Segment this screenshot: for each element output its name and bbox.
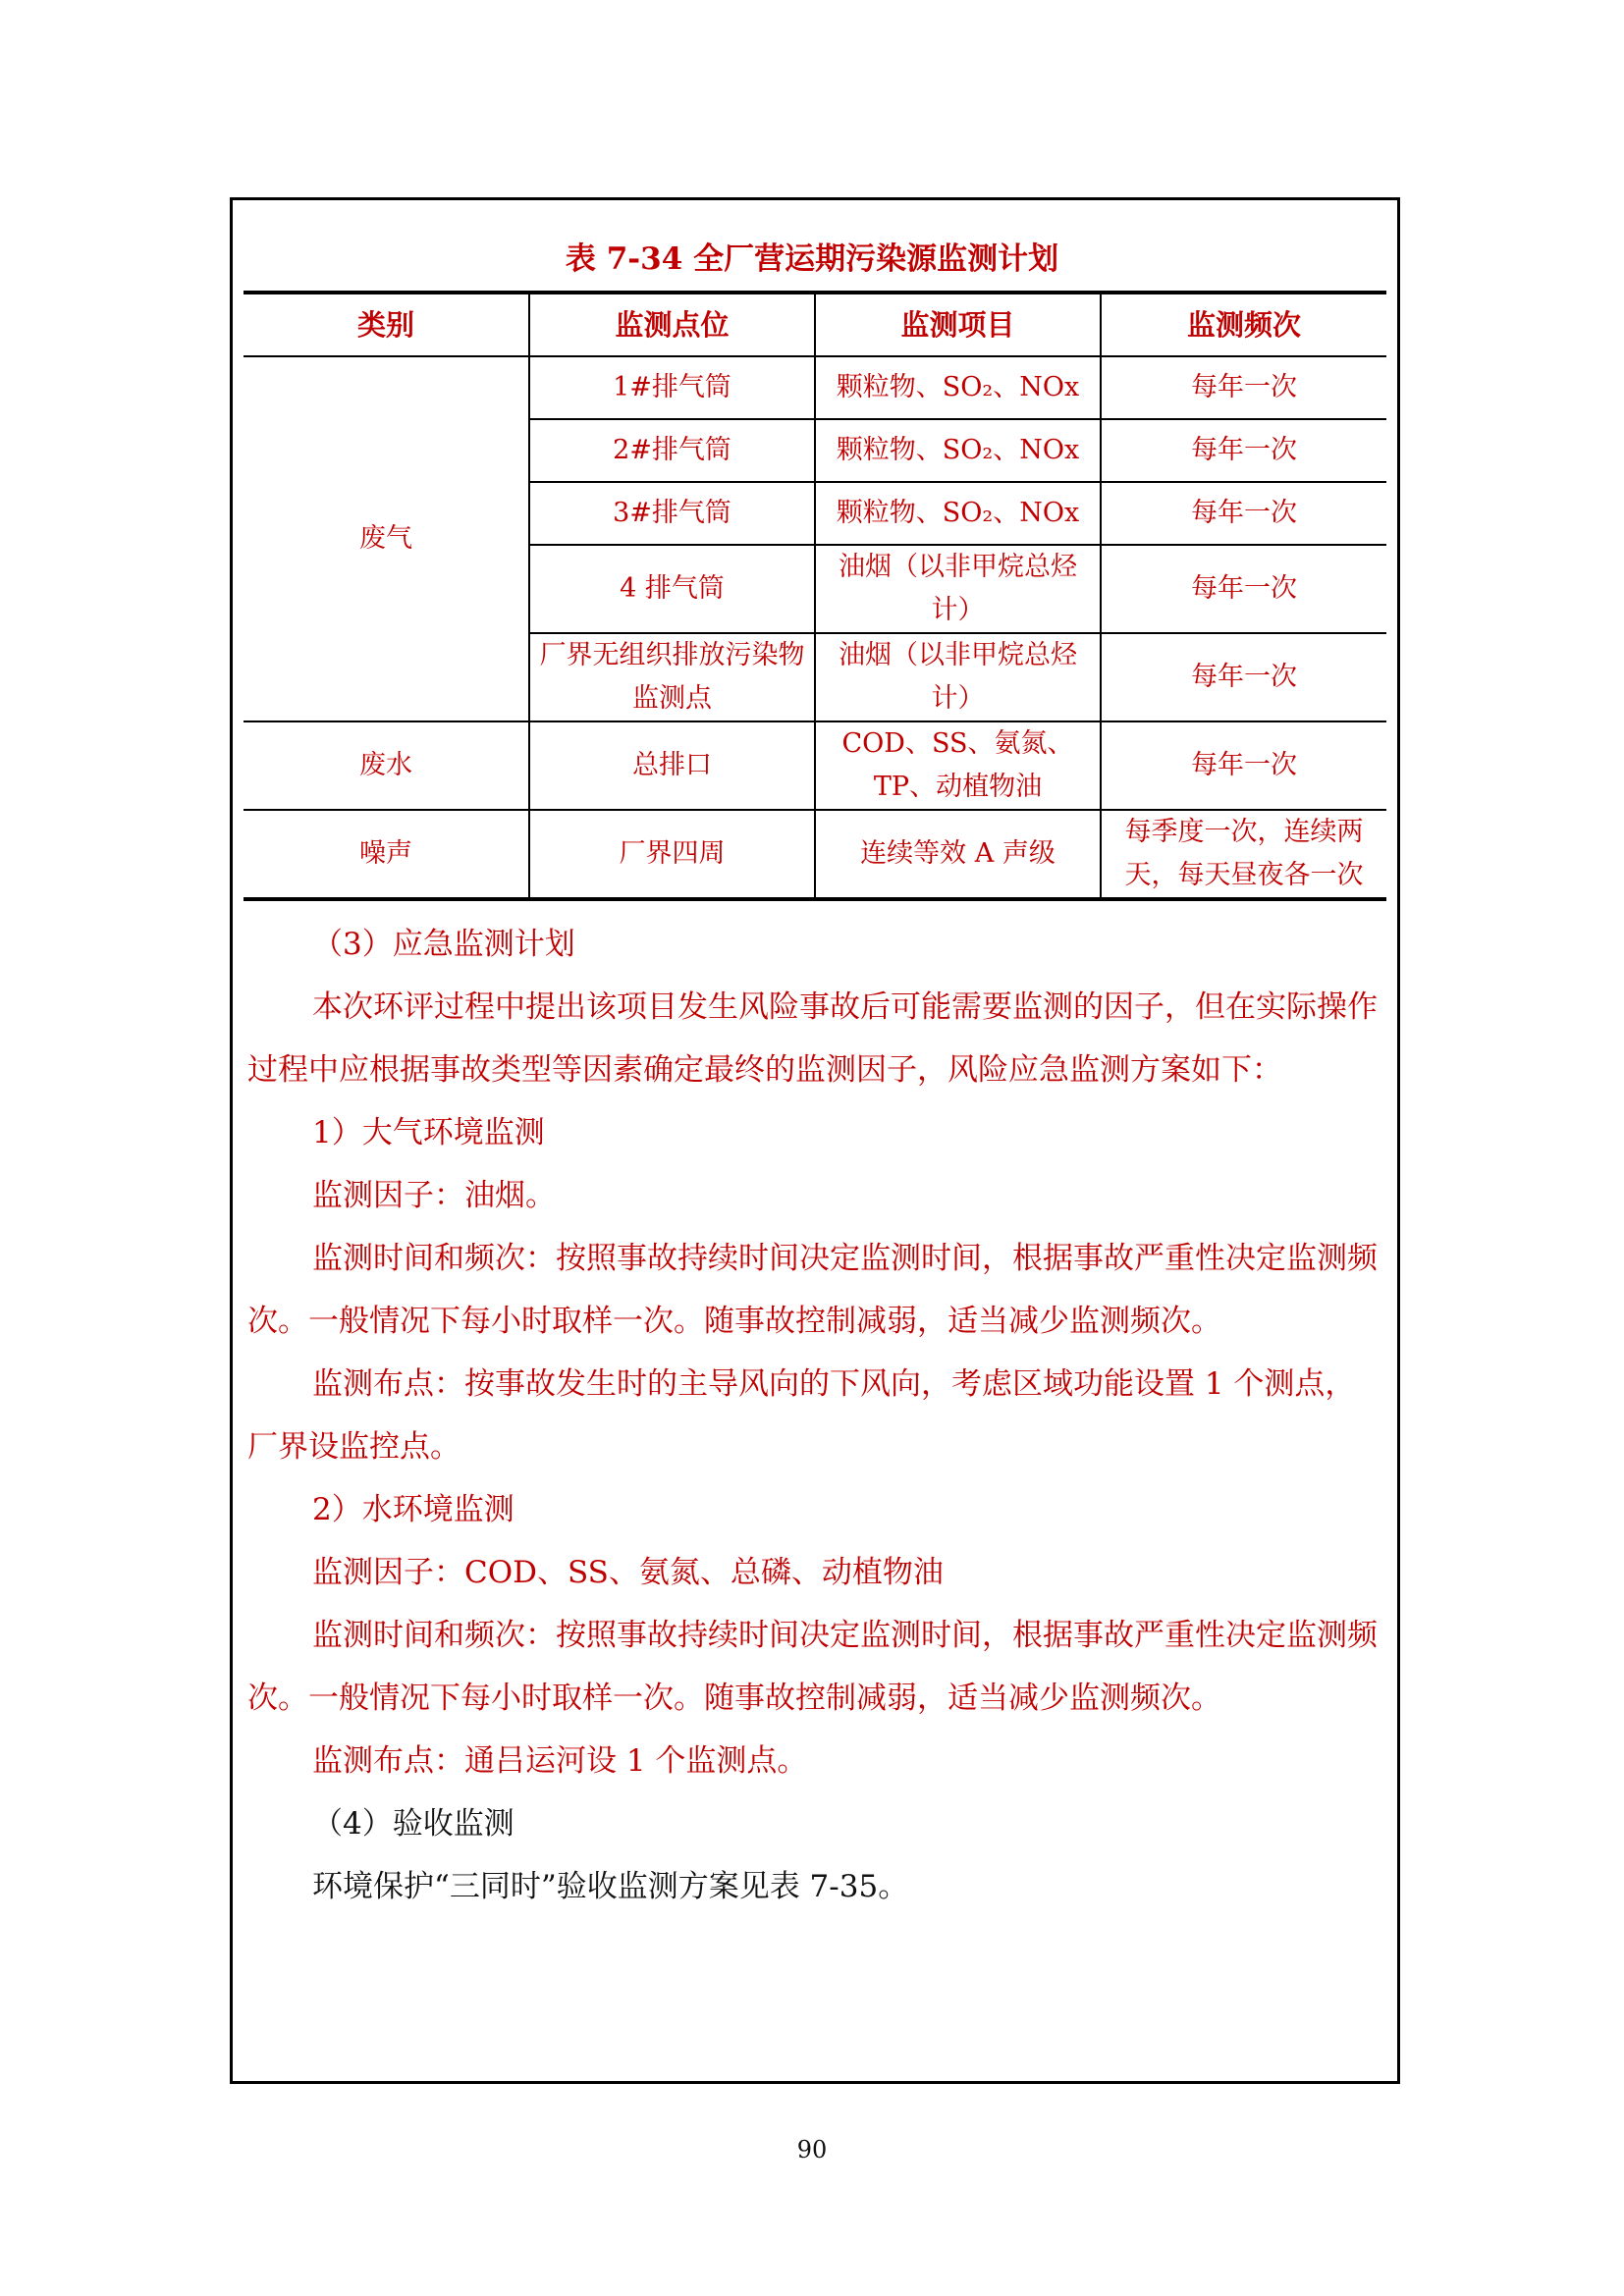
body-text [247,913,1382,1918]
section-heading-emergency: （3）应急监测计划 [312,927,575,962]
header-point: 监测点位 [529,293,815,356]
page-number: 90 [796,2136,828,2163]
air-layout: 监测布点：按事故发生时的主导风向的下风向，考虑区域功能设置 1 个测点，厂界设监控点。 [247,1366,1356,1465]
air-factor: 监测因子：油烟。 [312,1178,556,1213]
cell-frequency: 每年一次 [1101,633,1386,721]
cell-frequency: 每年一次 [1101,482,1386,545]
table-row [244,810,1386,899]
group-waste-water: 废水 [244,721,529,810]
cell-point: 3#排气筒 [529,482,815,545]
cell-items: 油烟（以非甲烷总烃计） [815,633,1101,721]
cell-frequency: 每年一次 [1101,419,1386,482]
cell-frequency: 每年一次 [1101,545,1386,633]
monitoring-plan-table [244,291,1386,901]
group-waste-gas: 废气 [244,356,529,721]
cell-items: COD、SS、氨氮、TP、动植物油 [815,721,1101,810]
paragraph-intro: 本次环评过程中提出该项目发生风险事故后可能需要监测的因子，但在实际操作过程中应根据事故类型等因素确定最终的监测因子，风险应急监测方案如下： [247,989,1378,1088]
cell-items: 颗粒物、SO₂、NOx [815,356,1101,419]
cell-point: 2#排气筒 [529,419,815,482]
cell-frequency: 每年一次 [1101,721,1386,810]
cell-items: 颗粒物、SO₂、NOx [815,419,1101,482]
cell-frequency: 每年一次 [1101,356,1386,419]
cell-point: 厂界四周 [529,810,815,899]
air-time-frequency: 监测时间和频次：按照事故持续时间决定监测时间，根据事故严重性决定监测频次。一般情况下每小时取样一次。随事故控制减弱，适当减少监测频次。 [247,1241,1378,1339]
group-noise: 噪声 [244,810,529,899]
table-caption: 表 7-34 全厂营运期污染源监测计划 [565,241,1059,277]
acceptance-paragraph: 环境保护“三同时”验收监测方案见表 7-35。 [312,1869,909,1904]
subheading-water: 2）水环境监测 [312,1492,514,1527]
table-header-row [244,293,1386,356]
cell-point: 4 排气筒 [529,545,815,633]
header-category: 类别 [244,293,529,356]
cell-point: 厂界无组织排放污染物监测点 [529,633,815,721]
cell-point: 总排口 [529,721,815,810]
cell-items: 连续等效 A 声级 [815,810,1101,899]
cell-items: 油烟（以非甲烷总烃计） [815,545,1101,633]
section-heading-acceptance: （4）验收监测 [312,1806,514,1842]
table-row [244,721,1386,810]
cell-items: 颗粒物、SO₂、NOx [815,482,1101,545]
cell-point: 1#排气筒 [529,356,815,419]
header-frequency: 监测频次 [1101,293,1386,356]
water-factor: 监测因子：COD、SS、氨氮、总磷、动植物油 [312,1555,944,1590]
header-items: 监测项目 [815,293,1101,356]
subheading-air: 1）大气环境监测 [312,1115,545,1150]
table-row [244,356,1386,419]
cell-frequency: 每季度一次，连续两天，每天昼夜各一次 [1101,810,1386,899]
water-layout: 监测布点：通吕运河设 1 个监测点。 [312,1743,808,1779]
water-time-frequency: 监测时间和频次：按照事故持续时间决定监测时间，根据事故严重性决定监测频次。一般情况下每小时取样一次。随事故控制减弱，适当减少监测频次。 [247,1618,1378,1716]
